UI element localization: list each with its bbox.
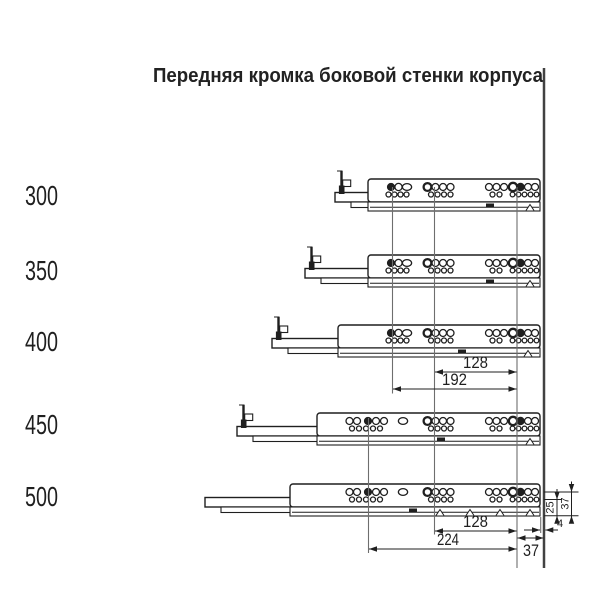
mounting-hole-ring bbox=[424, 417, 432, 425]
mounting-hole bbox=[381, 489, 388, 496]
mounting-hole bbox=[429, 338, 434, 343]
mounting-hole bbox=[364, 426, 369, 431]
mounting-hole bbox=[522, 192, 527, 197]
mounting-hole bbox=[398, 338, 403, 343]
mounting-hole bbox=[442, 268, 447, 273]
mounting-slot bbox=[402, 184, 411, 191]
rail-latch-mark bbox=[486, 204, 494, 208]
mounting-slot bbox=[398, 489, 407, 496]
rail-latch-mark bbox=[409, 509, 417, 513]
mounting-hole bbox=[525, 489, 532, 496]
rail-extension-sub-bar bbox=[253, 436, 323, 442]
mounting-hole-filled bbox=[517, 488, 524, 495]
mounting-hole bbox=[493, 330, 500, 337]
mounting-hole bbox=[534, 192, 539, 197]
rail-latch-mark bbox=[437, 438, 445, 442]
mounting-hole bbox=[501, 489, 508, 496]
mounting-hole bbox=[490, 268, 495, 273]
mounting-hole bbox=[486, 489, 493, 496]
rail-extension-sub-bar bbox=[321, 278, 374, 284]
mounting-hole bbox=[442, 338, 447, 343]
mounting-hole-filled bbox=[387, 329, 394, 336]
mounting-hole bbox=[497, 338, 502, 343]
mounting-hole bbox=[486, 418, 493, 425]
mounting-hole-ring bbox=[424, 183, 432, 191]
rail-label-350: 350 bbox=[25, 255, 58, 286]
mounting-hole bbox=[404, 268, 409, 273]
mounting-hole bbox=[493, 184, 500, 191]
mounting-hole bbox=[429, 268, 434, 273]
mounting-hole bbox=[442, 497, 447, 502]
mounting-hole bbox=[357, 497, 362, 502]
mounting-hole bbox=[364, 497, 369, 502]
mounting-hole bbox=[532, 260, 539, 267]
mounting-hole bbox=[493, 418, 500, 425]
mounting-hole bbox=[429, 426, 434, 431]
mounting-hole bbox=[532, 418, 539, 425]
mounting-hole bbox=[497, 426, 502, 431]
mounting-hole bbox=[373, 489, 380, 496]
mounting-hole-filled bbox=[517, 329, 524, 336]
mounting-hole bbox=[528, 497, 533, 502]
rail-lower-bar bbox=[368, 202, 540, 211]
rail-lower-bar bbox=[368, 278, 540, 287]
rail-500 bbox=[205, 484, 540, 516]
mounting-hole-ring bbox=[509, 329, 517, 337]
mounting-hole bbox=[432, 184, 439, 191]
mounting-hole-ring bbox=[424, 329, 432, 337]
mounting-hole bbox=[373, 418, 380, 425]
rail-lower-bar bbox=[338, 348, 540, 357]
mounting-hole bbox=[346, 418, 353, 425]
mounting-hole bbox=[447, 184, 454, 191]
rail-label-300: 300 bbox=[25, 180, 58, 211]
mounting-hole bbox=[371, 497, 376, 502]
mounting-hole bbox=[435, 497, 440, 502]
mounting-hole bbox=[435, 268, 440, 273]
mounting-hole bbox=[378, 497, 383, 502]
mounting-hole bbox=[398, 192, 403, 197]
mounting-hole bbox=[395, 183, 402, 190]
rail-extension-sub-bar bbox=[288, 348, 344, 354]
mounting-hole-filled bbox=[387, 183, 394, 190]
mounting-hole bbox=[522, 268, 527, 273]
mounting-hole bbox=[386, 338, 391, 343]
mounting-hole bbox=[404, 338, 409, 343]
mounting-slot bbox=[402, 330, 411, 337]
mounting-hole bbox=[490, 426, 495, 431]
mounting-hole bbox=[357, 426, 362, 431]
mounting-hole bbox=[525, 330, 532, 337]
mounting-hole bbox=[497, 497, 502, 502]
mounting-hole bbox=[435, 192, 440, 197]
mounting-hole bbox=[371, 426, 376, 431]
mounting-hole bbox=[528, 426, 533, 431]
mounting-hole bbox=[381, 418, 388, 425]
dim-192: 192 bbox=[442, 370, 467, 389]
rail-350 bbox=[305, 247, 540, 287]
mounting-hole bbox=[442, 426, 447, 431]
mounting-hole bbox=[534, 338, 539, 343]
mounting-hole bbox=[447, 330, 454, 337]
mounting-hole bbox=[525, 418, 532, 425]
mounting-hole bbox=[440, 330, 447, 337]
mounting-hole bbox=[528, 268, 533, 273]
dim-128-500: 128 bbox=[463, 512, 488, 531]
rail-latch-mark bbox=[486, 280, 494, 284]
mounting-hole bbox=[493, 260, 500, 267]
mounting-hole bbox=[432, 330, 439, 337]
mounting-hole bbox=[486, 184, 493, 191]
mounting-hole bbox=[448, 497, 453, 502]
rail-300 bbox=[335, 171, 540, 211]
dim-25: 25 bbox=[544, 501, 557, 514]
mounting-hole bbox=[432, 260, 439, 267]
mounting-hole-ring bbox=[509, 417, 517, 425]
mounting-slot bbox=[398, 418, 407, 425]
mounting-hole-ring bbox=[509, 488, 517, 496]
mounting-hole-filled bbox=[387, 259, 394, 266]
mounting-hole bbox=[522, 338, 527, 343]
rail-400 bbox=[272, 317, 540, 357]
mounting-hole bbox=[432, 418, 439, 425]
mounting-hole bbox=[429, 497, 434, 502]
mounting-hole bbox=[448, 426, 453, 431]
mounting-hole bbox=[497, 268, 502, 273]
rail-450 bbox=[237, 405, 540, 445]
mounting-hole bbox=[429, 192, 434, 197]
mounting-hole bbox=[447, 418, 454, 425]
mounting-hole bbox=[350, 426, 355, 431]
mounting-hole bbox=[528, 192, 533, 197]
mounting-hole bbox=[440, 260, 447, 267]
rail-extension-bar bbox=[205, 498, 298, 508]
mounting-hole bbox=[404, 192, 409, 197]
mounting-hole bbox=[447, 489, 454, 496]
mounting-hole bbox=[448, 268, 453, 273]
mounting-slot bbox=[402, 260, 411, 267]
mounting-hole bbox=[501, 330, 508, 337]
mounting-hole bbox=[486, 330, 493, 337]
mounting-hole bbox=[398, 268, 403, 273]
mounting-hole bbox=[440, 418, 447, 425]
mounting-hole bbox=[490, 338, 495, 343]
mounting-hole bbox=[497, 192, 502, 197]
rail-extension-sub-bar bbox=[221, 507, 296, 513]
rail-label-450: 450 bbox=[25, 409, 58, 440]
mounting-hole bbox=[442, 192, 447, 197]
page-title: Передняя кромка боковой стенки корпуса bbox=[153, 65, 544, 87]
hook-base bbox=[309, 262, 315, 271]
hook-base bbox=[276, 332, 282, 341]
mounting-hole bbox=[532, 489, 539, 496]
mounting-hole bbox=[486, 260, 493, 267]
mounting-hole-ring bbox=[509, 259, 517, 267]
mounting-hole bbox=[534, 426, 539, 431]
rail-lower-bar bbox=[317, 436, 540, 445]
mounting-hole bbox=[532, 330, 539, 337]
mounting-hole bbox=[435, 426, 440, 431]
mounting-hole bbox=[501, 418, 508, 425]
mounting-hole-filled bbox=[517, 417, 524, 424]
mounting-hole bbox=[354, 418, 361, 425]
mounting-hole bbox=[528, 338, 533, 343]
mounting-hole bbox=[522, 497, 527, 502]
mounting-hole bbox=[386, 192, 391, 197]
mounting-hole bbox=[435, 338, 440, 343]
mounting-hole bbox=[346, 489, 353, 496]
mounting-hole bbox=[525, 184, 532, 191]
rail-extension-bar bbox=[305, 269, 376, 279]
mounting-hole bbox=[490, 192, 495, 197]
dim-4: 4 bbox=[557, 518, 564, 530]
dimensions-under-400 bbox=[393, 353, 517, 389]
mounting-hole bbox=[510, 426, 515, 431]
mounting-hole-ring bbox=[424, 488, 432, 496]
rail-label-400: 400 bbox=[25, 326, 58, 357]
dim-37v: 37 bbox=[559, 497, 572, 510]
mounting-hole bbox=[378, 426, 383, 431]
mounting-hole bbox=[510, 192, 515, 197]
mounting-hole bbox=[447, 260, 454, 267]
rail-extension-bar bbox=[272, 339, 346, 349]
hook-base bbox=[339, 186, 345, 195]
mounting-hole bbox=[354, 489, 361, 496]
hook-base bbox=[241, 420, 247, 429]
mounting-hole bbox=[395, 329, 402, 336]
mounting-hole bbox=[493, 489, 500, 496]
mounting-hole bbox=[440, 489, 447, 496]
mounting-hole bbox=[534, 268, 539, 273]
mounting-hole bbox=[490, 497, 495, 502]
mounting-hole bbox=[386, 268, 391, 273]
mounting-hole bbox=[440, 184, 447, 191]
mounting-hole bbox=[350, 497, 355, 502]
dim-128-400: 128 bbox=[463, 353, 488, 372]
mounting-hole bbox=[525, 260, 532, 267]
mounting-hole bbox=[534, 497, 539, 502]
rail-length-labels bbox=[25, 180, 58, 512]
mounting-hole bbox=[510, 268, 515, 273]
mounting-hole bbox=[532, 184, 539, 191]
mounting-hole-filled bbox=[517, 183, 524, 190]
rails-group bbox=[205, 171, 540, 516]
rail-label-500: 500 bbox=[25, 481, 58, 512]
mounting-hole bbox=[501, 184, 508, 191]
mounting-hole bbox=[510, 497, 515, 502]
mounting-hole bbox=[510, 338, 515, 343]
mounting-hole bbox=[448, 338, 453, 343]
mounting-hole bbox=[432, 489, 439, 496]
mounting-hole bbox=[501, 260, 508, 267]
mounting-hole bbox=[522, 426, 527, 431]
dim-37-front: 37 bbox=[523, 541, 539, 560]
mounting-hole-ring bbox=[509, 183, 517, 191]
rail-extension-bar bbox=[237, 427, 325, 437]
mounting-hole bbox=[448, 192, 453, 197]
mounting-hole-filled bbox=[517, 259, 524, 266]
dim-224: 224 bbox=[437, 530, 459, 549]
mounting-hole-ring bbox=[424, 259, 432, 267]
mounting-hole bbox=[395, 259, 402, 266]
